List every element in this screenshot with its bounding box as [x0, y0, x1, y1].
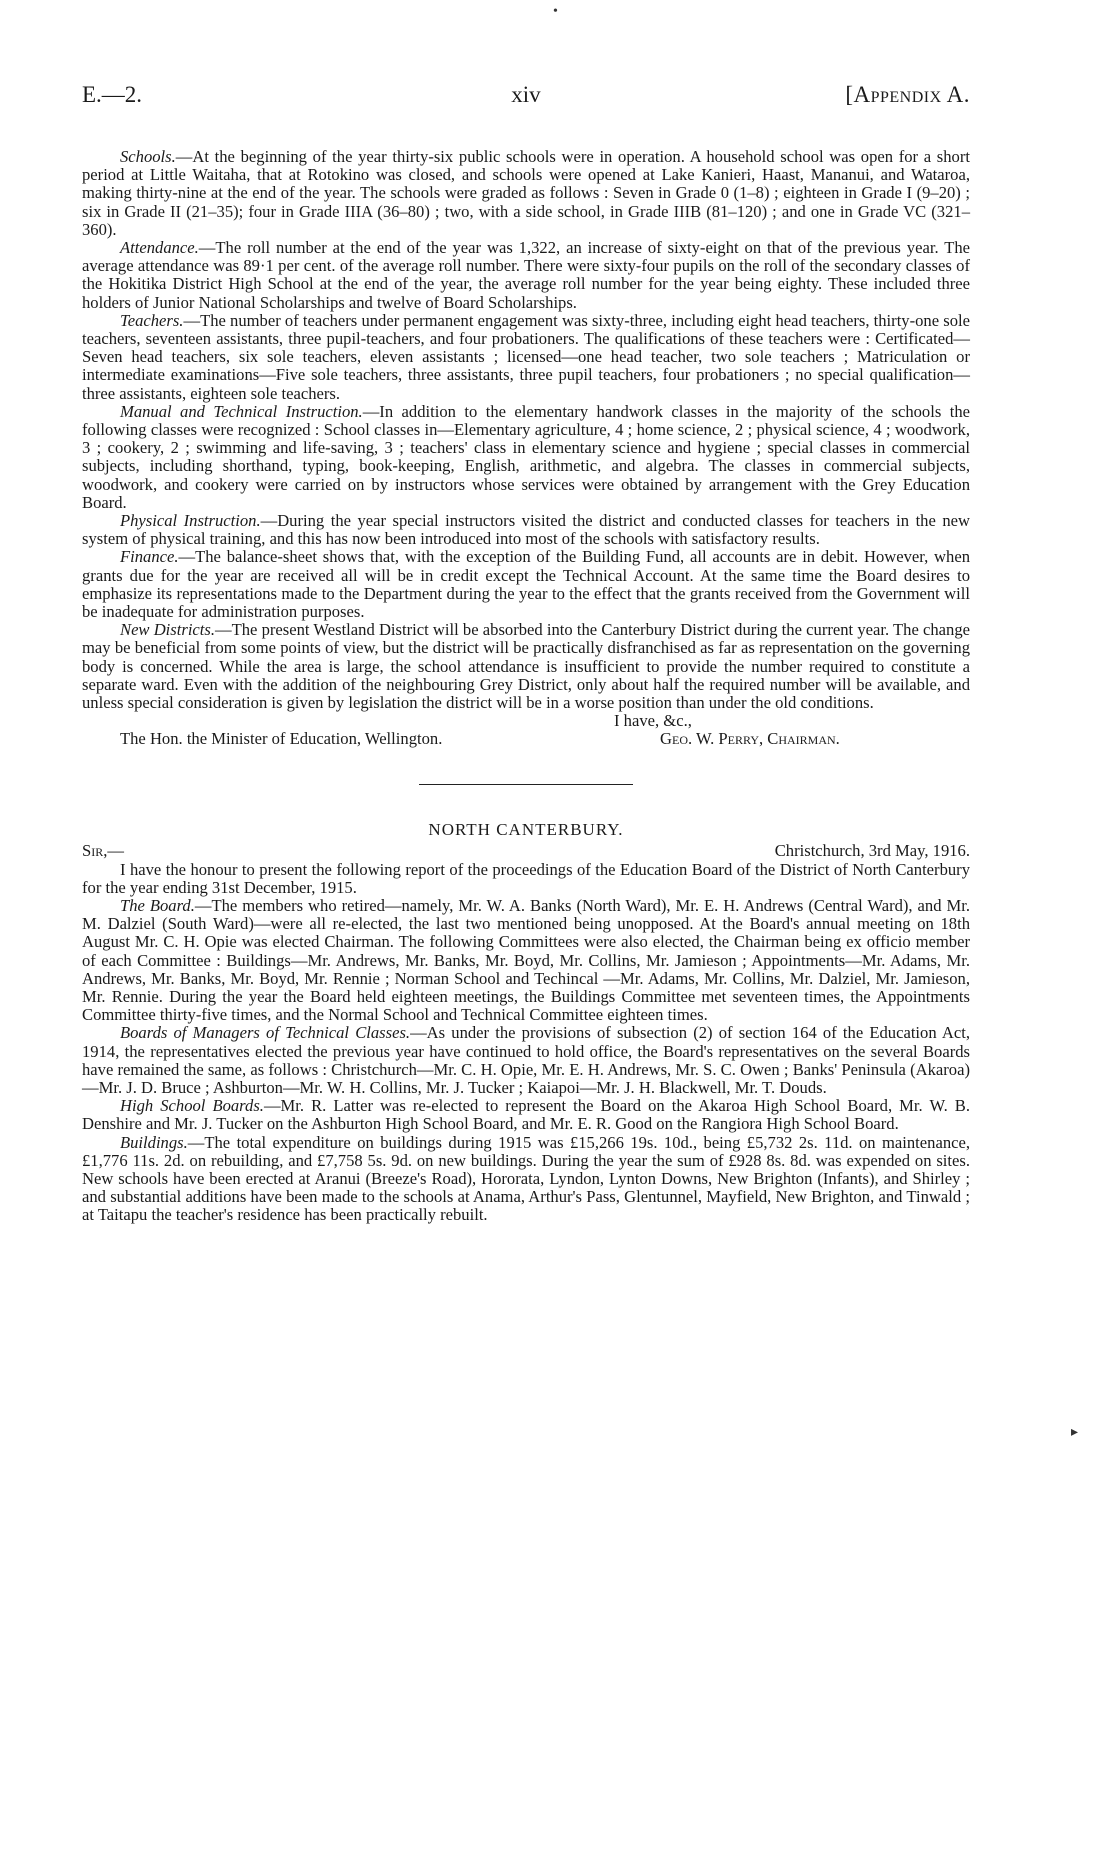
paragraph-heading: Schools. — [120, 147, 176, 166]
paragraph-text: —The members who retired—namely, Mr. W. A. Banks (North Ward), Mr. E. H. Andrews (Central Ward), and Mr. M. Dalziel (South Ward)—were all re-elected, the last two mentioned being unopposed. At the Board's annual meeting on 18th August Mr. C. H. Opie was elected Chairman. The following Committees were also elected, the Chairman being ex officio member of each Committee : Buildings—Mr. Andrews, Mr. Banks, Mr. Boyd, Mr. Collins, Mr. Jamieson ; Appointments—Mr. Adams, Mr. Andrews, Mr. Banks, Mr. Boyd, Mr. Rennie ; Norman School and Techincal —Mr. Adams, Mr. Collins, Mr. Dalziel, Mr. Jamieson, Mr. Rennie. During the year the Board held eighteen meetings, the Buildings Committee met seventeen times, the Appointments Committee thirty-five times, and the Normal School and Technical Committee eighteen times. — [82, 895, 970, 1025]
paragraph-text: —The number of teachers under permanent engagement was sixty-three, including eight head teachers, thirty-one sole teachers, seventeen assistants, three pupil-teachers, and four probationers. The qualifications of these teachers were : Certificated—Seven head teachers, six sole teachers, eleven assistants ; licensed—one head teacher, two sole teachers ; Matriculation or intermediate examinations—Five sole teachers, three assistants, three pupil teachers, four probationers ; no special qualification—three assistants, eighteen sole teachers. — [82, 310, 970, 403]
paragraph-heading: The Board. — [120, 895, 195, 915]
paragraph-heading: Finance. — [120, 547, 179, 567]
paragraph-new-districts — [82, 621, 970, 712]
paragraph-text: —During the year special instructors visited the district and conducted classes for teachers in the new system of physical training, and this has now been introduced into most of the schools with satisfactory results. — [82, 511, 970, 549]
scan-speck: ▸ — [1071, 1425, 1079, 1440]
north-canterbury-report — [82, 821, 970, 1224]
addressee: The Hon. the Minister of Education, Wellington. — [120, 729, 443, 749]
paragraph-heading: Manual and Technical Instruction. — [120, 401, 363, 421]
paragraph-text: —Mr. R. Latter was re-elected to represent the Board on the Akaroa High School Board, Mr. W. B. Denshire and Mr. J. Tucker on the Ashburton High School Board, and Mr. E. R. Good on the Rangiora High School Board. — [82, 1096, 970, 1134]
paragraph-boards-of-managers — [82, 1024, 970, 1097]
closing-line — [82, 712, 970, 730]
paragraph-heading: Teachers. — [120, 310, 184, 330]
paragraph-manual-technical — [82, 403, 970, 512]
paragraph-heading: High School Boards. — [120, 1096, 264, 1116]
closing: I have, &c., — [614, 711, 692, 731]
paragraph-heading: Physical Instruction. — [120, 511, 261, 531]
section-title: NORTH CANTERBURY. — [428, 820, 624, 840]
signature-line — [82, 730, 970, 748]
paragraph-high-school-boards — [82, 1097, 970, 1133]
westland-report — [82, 148, 970, 748]
salutation-row — [82, 842, 970, 861]
page-number: xiv — [511, 82, 541, 107]
section-divider — [419, 784, 633, 785]
letter-date: Christchurch, 3rd May, 1916. — [774, 840, 970, 860]
paragraph-heading: New Districts. — [120, 620, 216, 640]
paragraph-text: —At the beginning of the year thirty-six public schools were in operation. A household school was open for a short period at Little Waitaha, that at Rotokino was closed, and schools were opened at Lake Kanieri, Haast, Mananui, and Wataroa, making thirty-nine at the end of the year. The schools were graded as follows : Seven in Grade 0 (1–8) ; eighteen in Grade I (9–20) ; six in Grade II (21–35); four in Grade IIIA (36–80) ; two, with a side school, in Grade IIIB (81–120) ; and one in Grade VC (321–360). — [82, 147, 970, 239]
scan-speck: • — [553, 4, 558, 19]
paragraph-text: —The present Westland District will be absorbed into the Canterbury District during the current year. The change may be beneficial from some points of view, but the district will be practically disfranchised as far as representation on the governing body is concerned. While the area is large, the school attendance is insufficient to provide the number required to constitute a separate ward. Even with the addition of the neighbouring Grey District, only about half the required number will be available, and unless special consideration is given by legislation the district will be in a worse position than under the old conditions. — [82, 620, 970, 713]
paragraph-schools — [82, 148, 970, 239]
paragraph-finance — [82, 548, 970, 621]
salutation: Sir,— — [82, 840, 124, 860]
paragraph-buildings — [82, 1134, 970, 1225]
paragraph-heading: Boards of Managers of Technical Classes. — [120, 1023, 411, 1043]
header-reference: E.—2. — [82, 82, 143, 107]
paragraph-the-board — [82, 897, 970, 1024]
paragraph-intro: I have the honour to present the following report of the proceedings of the Education Board of the District of North Canterbury for the year ending 31st December, 1915. — [82, 859, 970, 897]
paragraph-attendance — [82, 239, 970, 312]
appendix-label: [Appendix A. — [845, 82, 970, 107]
paragraph-text: —The roll number at the end of the year was 1,322, an increase of sixty-eight on that of the previous year. The average attendance was 89·1 per cent. of the average roll number. There were sixty-four pupils on the roll of the secondary classes of the Hokitika District High School at the end of the year, the average roll number for the year being eighty. These included three holders of Junior National Scholarships and twelve of Board Scholarships. — [82, 238, 970, 312]
running-head — [82, 82, 970, 122]
signature: Geo. W. Perry, Chairman. — [660, 729, 840, 749]
paragraph-text: —In addition to the elementary handwork classes in the majority of the schools the following classes were recognized : School classes in—Elementary agriculture, 4 ; home science, 2 ; physical science, 4 ; woodwork, 3 ; cookery, 2 ; swimming and life-saving, 3 ; teachers' class in elementary science and hygiene ; special classes in commercial subjects, including shorthand, typing, book-keeping, English, arithmetic, and algebra. The classes in commercial subjects, woodwork, and cookery were carried on by instructors whose services were obtained by arrangement with the Grey Education Board. — [82, 401, 971, 512]
paragraph-physical-instruction — [82, 512, 970, 548]
paragraph-text: —The total expenditure on buildings during 1915 was £15,266 19s. 10d., being £5,732 2s. 11d. on maintenance, £1,776 11s. 2d. on rebuilding, and £7,758 5s. 9d. on new buildings. During the year the sum of £928 8s. 8d. was expended on sites. New schools have been erected at Aranui (Breeze's Road), Hororata, Lyndon, Lynton Downs, New Brighton (Infants), and Shirley ; and substantial additions have been made to the schools at Anama, Arthur's Pass, Glentunnel, Mayfield, New Brighton, and Tinwald ; at Taitapu the teacher's residence has been practically rebuilt. — [82, 1132, 970, 1225]
paragraph-text: —As under the provisions of subsection (2) of section 164 of the Education Act, 1914, the representatives elected the previous year have continued to hold office, the Board's representatives on the several Boards have remained the same, as follows : Christchurch—Mr. C. H. Opie, Mr. E. H. Andrews, Mr. S. C. Owen ; Banks' Peninsula (Akaroa)—Mr. J. D. Bruce ; Ashburton—Mr. W. H. Collins, Mr. J. Tucker ; Kaiapoi—Mr. J. H. Blackwell, Mr. T. Douds. — [82, 1023, 970, 1097]
paragraph-heading: Attendance. — [120, 238, 199, 258]
paragraph-heading: Buildings. — [120, 1132, 188, 1152]
paragraph-teachers — [82, 312, 970, 403]
paragraph-text: —The balance-sheet shows that, with the exception of the Building Fund, all accounts are in debit. However, when grants due for the year are received all will be in credit except the Technical Account. At the same time the Board desires to emphasize its representations made to the Department during the year to the effect that the grants received from the Government will be inadequate for administration purposes. — [82, 547, 970, 622]
document-page — [82, 82, 970, 1225]
